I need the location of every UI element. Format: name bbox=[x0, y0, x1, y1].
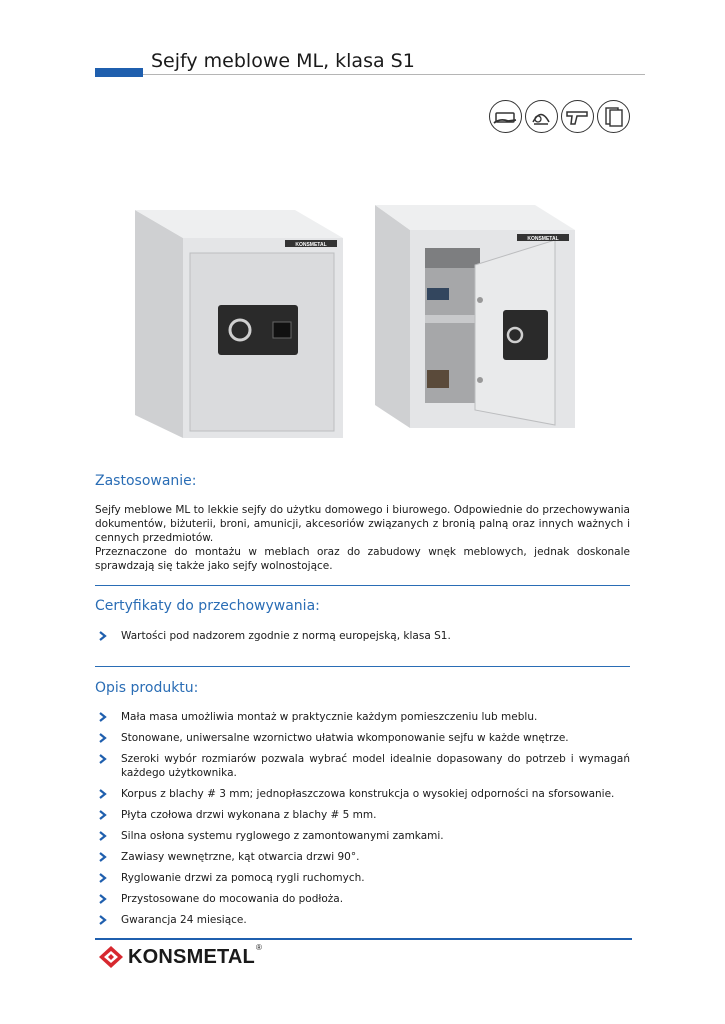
hand-safe-icon bbox=[489, 100, 522, 133]
list-item: Gwarancja 24 miesiące. bbox=[95, 913, 630, 927]
usage-paragraph-1: Sejfy meblowe ML to lekkie sejfy do użytku domowego i biurowego. Odpowiednie do przechowywania dokumentów, biżuterii, broni, amunicji, akcesoriów związanych z bronią palną oraz innych ważnych i cennych przedmiotów. bbox=[95, 504, 630, 544]
header-divider bbox=[143, 74, 645, 75]
usage-section-title: Zastosowanie: bbox=[95, 473, 197, 489]
chevron-right-icon bbox=[98, 631, 108, 641]
chevron-right-icon bbox=[98, 754, 108, 764]
certificates-list bbox=[95, 629, 630, 650]
section-divider bbox=[95, 666, 630, 667]
list-item: Płyta czołowa drzwi wykonana z blachy # 5 mm. bbox=[95, 808, 630, 822]
chevron-right-icon bbox=[98, 810, 108, 820]
list-item: Ryglowanie drzwi za pomocą rygli ruchomych. bbox=[95, 871, 630, 885]
list-item: Wartości pod nadzorem zgodnie z normą europejską, klasa S1. bbox=[95, 629, 630, 643]
chevron-right-icon bbox=[98, 789, 108, 799]
list-item: Szeroki wybór rozmiarów pozwala wybrać model idealnie dopasowany do potrzeb i wymagań każdego użytkownika. bbox=[95, 752, 630, 780]
list-item: Mała masa umożliwia montaż w praktycznie każdym pomieszczeniu lub meblu. bbox=[95, 710, 630, 724]
usage-paragraph-2: Przeznaczone do montażu w meblach oraz do zabudowy wnęk meblowych, jednak doskonale sprawdzają się także jako sejfy wolnostojące. bbox=[95, 546, 630, 572]
logo-text: KONSMETAL bbox=[128, 945, 255, 968]
usage-icons bbox=[489, 100, 630, 133]
konsmetal-logo bbox=[98, 942, 262, 969]
list-item: Przystosowane do mocowania do podłoża. bbox=[95, 892, 630, 906]
list-item: Korpus z blachy # 3 mm; jednopłaszczowa konstrukcja o wysokiej odporności na sforsowanie. bbox=[95, 787, 630, 801]
chevron-right-icon bbox=[98, 733, 108, 743]
description-section-title: Opis produktu: bbox=[95, 680, 199, 696]
section-divider bbox=[95, 585, 630, 586]
chevron-right-icon bbox=[98, 852, 108, 862]
registered-mark: ® bbox=[255, 942, 262, 952]
documents-icon bbox=[597, 100, 630, 133]
certificates-section-title: Certyfikaty do przechowywania: bbox=[95, 598, 320, 614]
open-safe-image bbox=[375, 205, 575, 428]
header-accent-bar bbox=[95, 68, 143, 77]
list-item: Zawiasy wewnętrzne, kąt otwarcia drzwi 90°. bbox=[95, 850, 630, 864]
page-title: Sejfy meblowe ML, klasa S1 bbox=[151, 50, 415, 72]
chevron-right-icon bbox=[98, 712, 108, 722]
chevron-right-icon bbox=[98, 831, 108, 841]
chevron-right-icon bbox=[98, 873, 108, 883]
list-item: Silna osłona systemu ryglowego z zamontowanymi zamkami. bbox=[95, 829, 630, 843]
list-item: Stonowane, uniwersalne wzornictwo ułatwia wkomponowanie sejfu w każde wnętrze. bbox=[95, 731, 630, 745]
closed-safe-brand-label: KONSMETAL bbox=[295, 242, 327, 248]
product-photos bbox=[135, 200, 585, 440]
gun-icon bbox=[561, 100, 594, 133]
chevron-right-icon bbox=[98, 915, 108, 925]
chevron-right-icon bbox=[98, 894, 108, 904]
open-safe-brand-label: KONSMETAL bbox=[527, 236, 559, 242]
jewelry-icon bbox=[525, 100, 558, 133]
footer-divider bbox=[95, 938, 632, 940]
description-list bbox=[95, 710, 630, 934]
closed-safe-image bbox=[135, 210, 343, 438]
konsmetal-logo-icon bbox=[98, 945, 124, 969]
